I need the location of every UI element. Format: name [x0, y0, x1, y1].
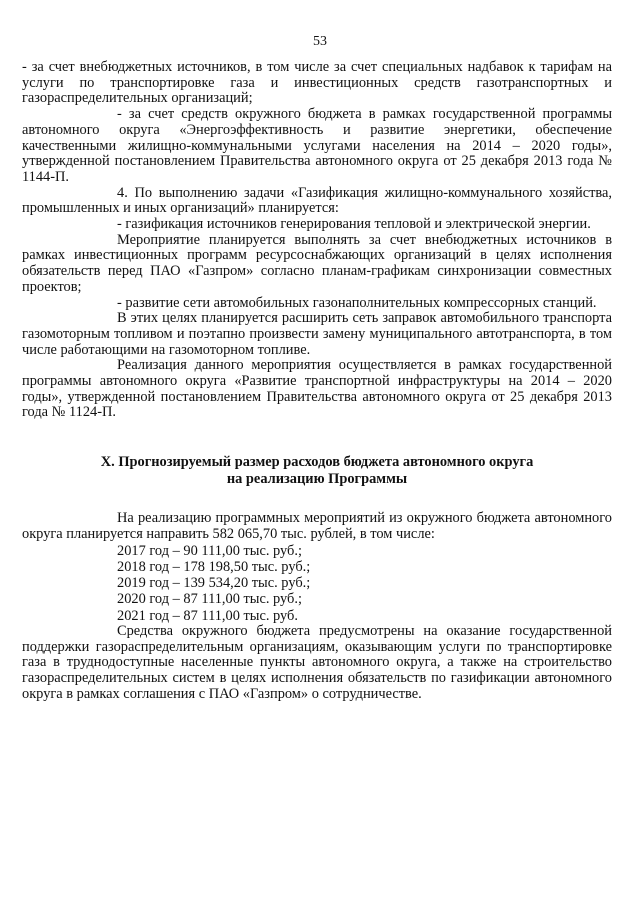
paragraph-text: - за счет внебюджетных источников, в том числе за счет специальных надбавок к тарифам на услуги по транспортировке газа и инвестиционных средств газотранспортных и газораспределительных организаций; [22, 59, 612, 107]
paragraph-budget-intro [22, 511, 612, 542]
budget-year-item: 2018 год – 178 198,50 тыс. руб.; [117, 558, 311, 575]
section-heading-line-2: на реализацию Программы [226, 471, 408, 488]
paragraph-network-expansion [22, 311, 612, 358]
budget-year-item: 2017 год – 90 111,00 тыс. руб.; [117, 542, 302, 559]
budget-year-item: 2020 год – 87 111,00 тыс. руб.; [117, 591, 302, 608]
paragraph-text: Реализация данного мероприятия осуществляется в рамках государственной программы автономного округа «Развитие транспортной инфраструктуры на 2014 – 2020 годы», утвержденной постановлением Правительства автономного округа от 25 декабря 2013 года № 1124-П. [22, 357, 612, 421]
paragraph-text: Мероприятие планируется выполнять за счет внебюджетных источников в рамках инвестиционных программ ресурсоснабжающих организаций в целях исполнения обязательств перед ПАО «Газпром» согласно планам-графикам синхронизации совместных проектов; [22, 231, 612, 295]
paragraph-text: - газификация источников генерирования тепловой и электрической энергии. [117, 216, 591, 233]
paragraph-text: - за счет средств окружного бюджета в рамках государственной программы автономного округа «Энергоэффективность и развитие энергетики, обеспечение качественными жилищно-коммунальными услугами населения на 2014 – 2020 годы», утвержденной постановлением Правительства автономного округа от 25 декабря 2013 года № 1144-П. [22, 106, 612, 185]
paragraph-text: - развитие сети автомобильных газонаполнительных компрессорных станций. [117, 294, 597, 311]
paragraph-task-4 [22, 186, 612, 217]
budget-year-item: 2021 год – 87 111,00 тыс. руб. [117, 607, 298, 624]
section-heading [22, 454, 612, 488]
budget-year-item: 2019 год – 139 534,20 тыс. руб.; [117, 575, 311, 592]
paragraph-gasification-sources [22, 217, 612, 233]
paragraph-district-budget [22, 107, 612, 186]
paragraph-text: На реализацию программных мероприятий из окружного бюджета автономного округа планируется направить 582 065,70 тыс. рублей, в том числе: [22, 510, 612, 542]
paragraph-text: Средства окружного бюджета предусмотрены на оказание государственной поддержки газораспределительным организациям, оказывающим услуги по транспортировке газа в труднодоступные населенные пункты автономного округа, а также на строительство газораспределительных систем в целях исполнения обязательств по газификации автономного округа в рамках соглашения с ПАО «Газпром» о сотрудничестве. [22, 623, 612, 702]
paragraph-budget-support [22, 624, 612, 703]
paragraph-activity-funding [22, 233, 612, 296]
page-number: 53 [313, 34, 327, 49]
paragraph-extrabudgetary [22, 60, 612, 107]
paragraph-text: 4. По выполнению задачи «Газификация жилищно-коммунального хозяйства, промышленных и иных организаций» планируется: [22, 184, 612, 217]
document-body [22, 60, 612, 703]
budget-years-list [22, 543, 612, 624]
paragraph-text: В этих целях планируется расширить сеть заправок автомобильного транспорта газомоторным топливом и поэтапно произвести замену муниципального автотранспорта, в том числе работающими на газомоторном топливе. [22, 310, 612, 358]
paragraph-gas-stations [22, 296, 612, 312]
section-heading-line-1: X. Прогнозируемый размер расходов бюджета автономного округа [100, 454, 534, 471]
paragraph-implementation [22, 358, 612, 421]
